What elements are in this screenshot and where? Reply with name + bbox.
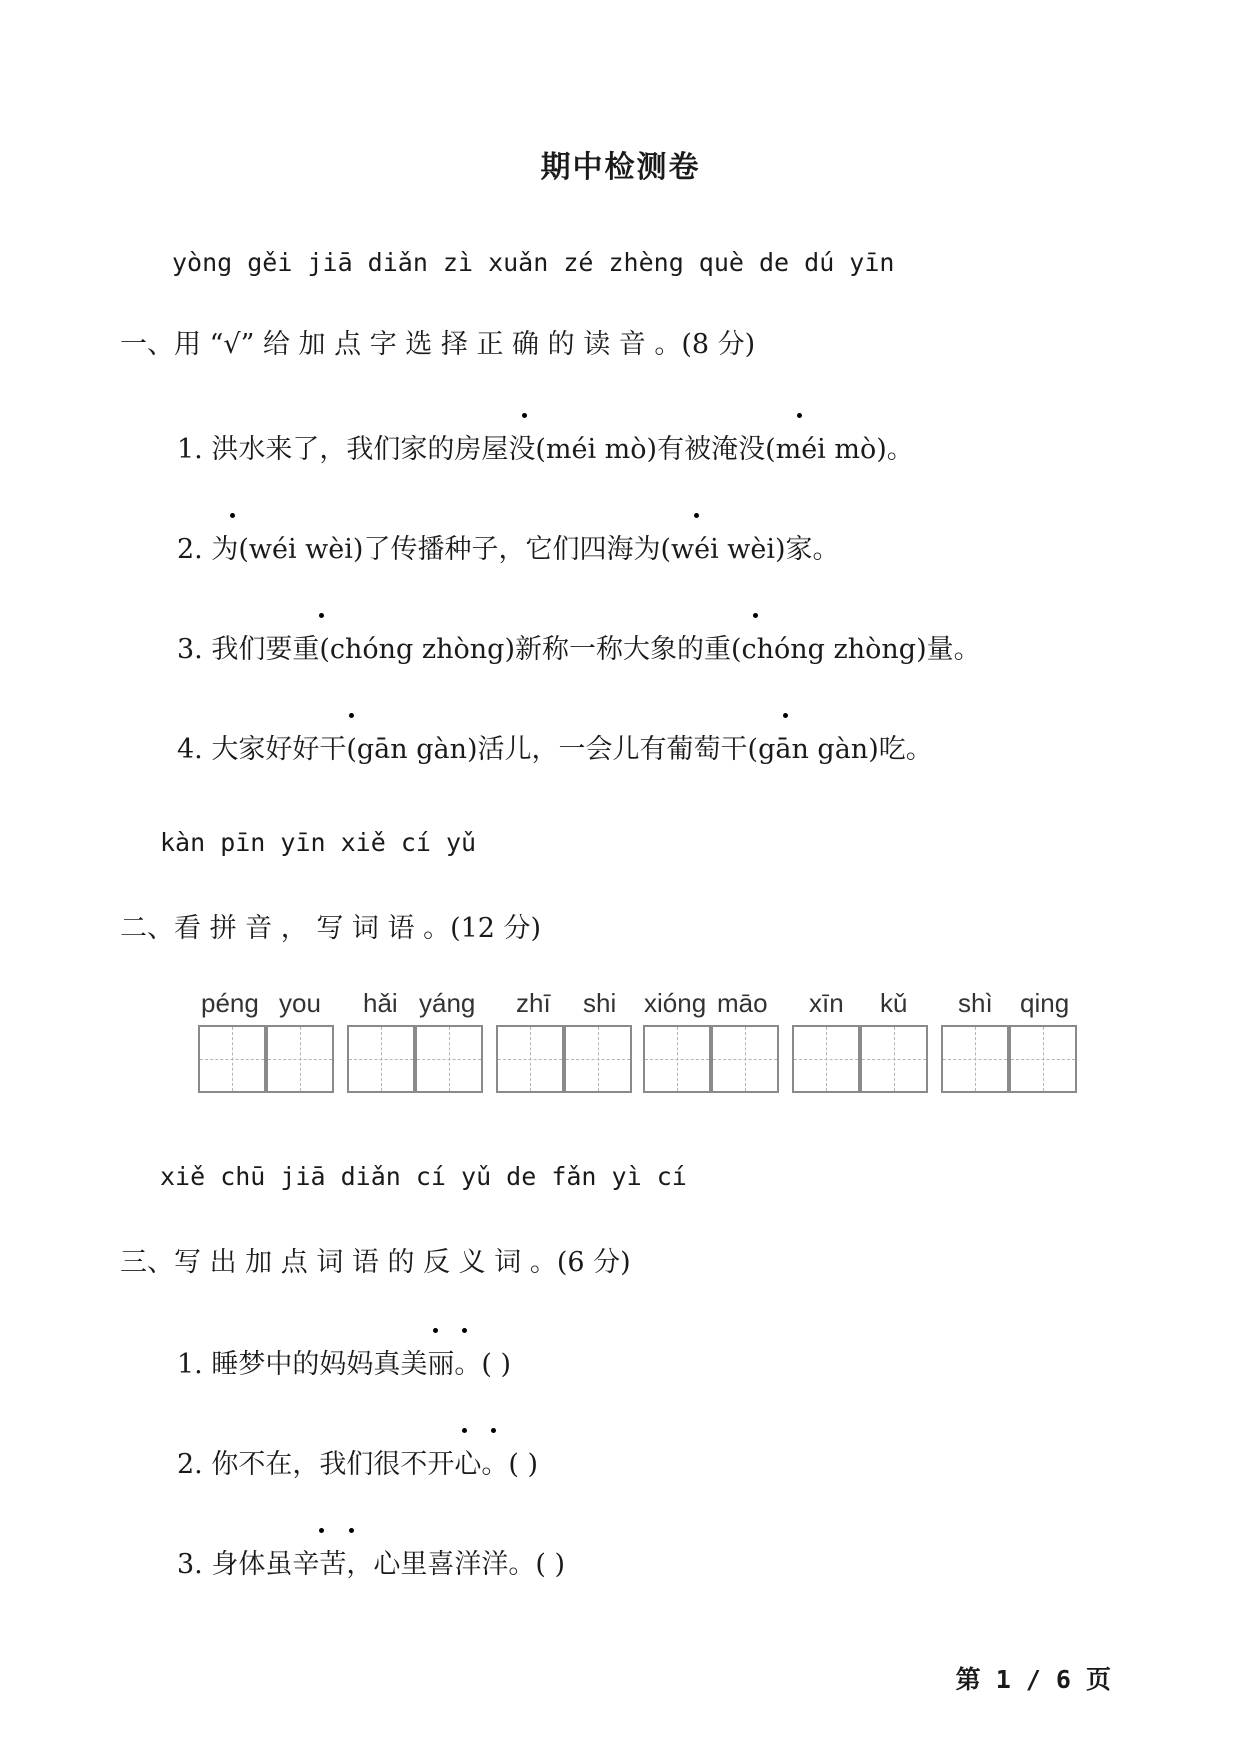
writing-grid-box[interactable] <box>496 1025 564 1093</box>
section3-item-1: 1. 睡梦中的妈妈真美丽。( ) <box>177 1349 511 1380</box>
word-pinyin-6a: shì <box>958 988 993 1018</box>
emphasis-dot <box>797 413 802 418</box>
word-pinyin-2b: yáng <box>419 988 476 1018</box>
emphasis-dot <box>462 1328 467 1333</box>
section2-heading: 二、看 拼 音 ， 写 词 语 。(12 分) <box>120 913 542 944</box>
writing-grid-box[interactable] <box>266 1025 334 1093</box>
emphasis-dot <box>349 1528 354 1533</box>
section1-heading: 一、用 “√” 给 加 点 字 选 择 正 确 的 读 音 。(8 分) <box>120 329 756 360</box>
section3-pinyin: xiě chū jiā diǎn cí yǔ de fǎn yì cí <box>160 1162 687 1191</box>
section1-item-1: 1. 洪水来了，我们家的房屋没(méi mò)有被淹没(méi mò)。 <box>177 434 914 465</box>
section1-pinyin: yòng gěi jiā diǎn zì xuǎn zé zhèng què de dú yīn <box>172 248 895 277</box>
emphasis-dot <box>783 713 788 718</box>
emphasis-dot <box>753 613 758 618</box>
emphasis-dot <box>319 613 324 618</box>
section2-pinyin: kàn pīn yīn xiě cí yǔ <box>160 828 477 857</box>
emphasis-dot <box>491 1428 496 1433</box>
emphasis-dot <box>230 513 235 518</box>
writing-grid-box[interactable] <box>643 1025 711 1093</box>
emphasis-dot <box>433 1328 438 1333</box>
writing-grid-box[interactable] <box>711 1025 779 1093</box>
section1-item-3: 3. 我们要重(chóng zhòng)新称一称大象的重(chóng zhòng)量。 <box>177 634 981 665</box>
emphasis-dot <box>319 1528 324 1533</box>
emphasis-dot <box>522 413 527 418</box>
word-pinyin-5b: kǔ <box>880 988 908 1018</box>
section1-item-2: 2. 为(wéi wèi)了传播种子，它们四海为(wéi wèi)家。 <box>177 534 840 565</box>
word-pinyin-6b: qing <box>1020 988 1070 1018</box>
page-number: 第 1 / 6 页 <box>955 1665 1111 1694</box>
word-pinyin-1b: you <box>279 988 321 1018</box>
word-pinyin-2a: hǎi <box>363 988 398 1018</box>
emphasis-dot <box>694 513 699 518</box>
word-pinyin-3a: zhī <box>516 988 551 1018</box>
writing-grid-box[interactable] <box>792 1025 860 1093</box>
emphasis-dot <box>349 713 354 718</box>
emphasis-dot <box>462 1428 467 1433</box>
writing-grid-box[interactable] <box>860 1025 928 1093</box>
word-pinyin-4a: xióng <box>644 988 707 1018</box>
word-pinyin-3b: shi <box>583 988 617 1018</box>
writing-grid-box[interactable] <box>941 1025 1009 1093</box>
writing-grid-box[interactable] <box>564 1025 632 1093</box>
page-title: 期中检测卷 <box>540 150 701 185</box>
section3-item-2: 2. 你不在，我们很不开心。( ) <box>177 1449 538 1480</box>
section3-item-3: 3. 身体虽辛苦，心里喜洋洋。( ) <box>177 1549 565 1580</box>
section3-heading: 三、写 出 加 点 词 语 的 反 义 词 。(6 分) <box>120 1247 631 1278</box>
writing-grid-box[interactable] <box>1009 1025 1077 1093</box>
writing-grid-box[interactable] <box>347 1025 415 1093</box>
word-pinyin-4b: māo <box>717 988 768 1018</box>
word-pinyin-5a: xīn <box>809 988 844 1018</box>
writing-grid-box[interactable] <box>415 1025 483 1093</box>
section1-item-4: 4. 大家好好干(gān gàn)活儿，一会儿有葡萄干(gān gàn)吃。 <box>177 734 933 765</box>
writing-grid-box[interactable] <box>198 1025 266 1093</box>
word-pinyin-1a: péng <box>201 988 259 1018</box>
